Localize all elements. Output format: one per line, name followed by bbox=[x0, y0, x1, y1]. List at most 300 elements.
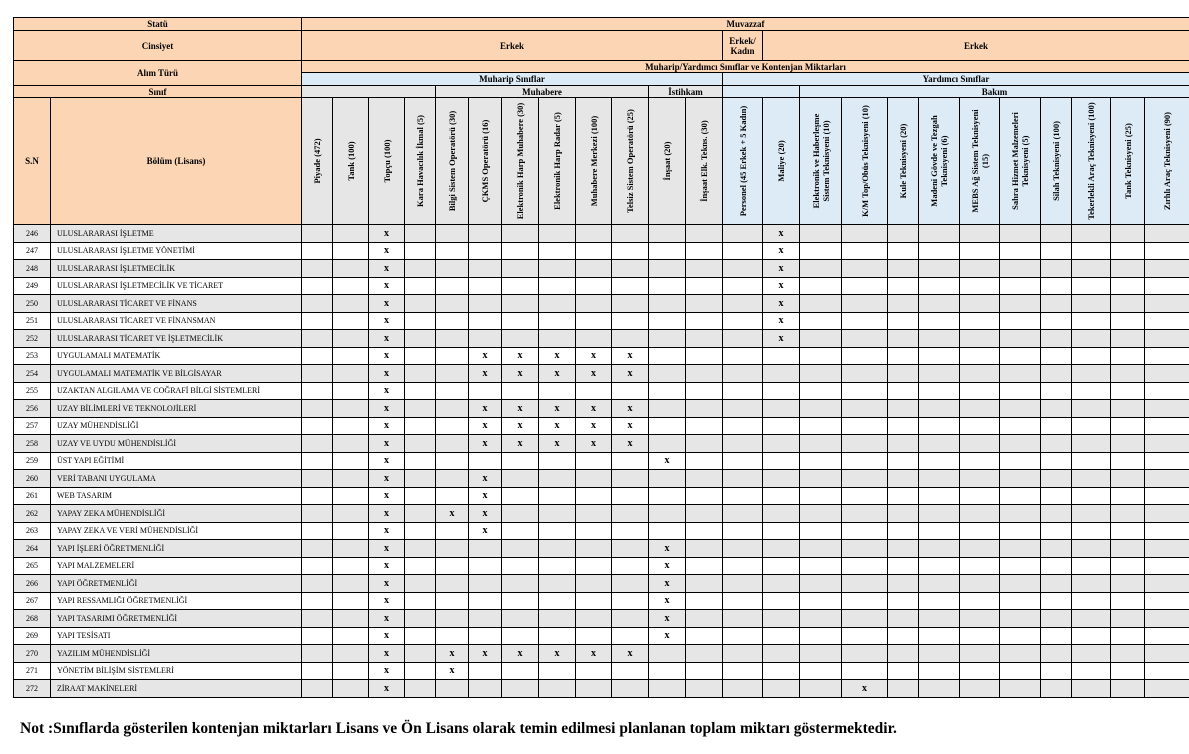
eligibility-mark: x bbox=[649, 557, 686, 575]
column-header-5 bbox=[436, 98, 469, 225]
empty-cell bbox=[333, 505, 369, 523]
empty-cell bbox=[686, 592, 723, 610]
empty-cell bbox=[1145, 557, 1189, 575]
row-sn: 265 bbox=[14, 557, 51, 575]
empty-cell bbox=[1111, 470, 1145, 488]
empty-cell bbox=[333, 382, 369, 400]
empty-cell bbox=[649, 522, 686, 540]
empty-cell bbox=[302, 487, 333, 505]
table-row bbox=[14, 242, 1189, 260]
empty-cell bbox=[1041, 575, 1072, 593]
empty-cell bbox=[1000, 645, 1041, 663]
empty-cell bbox=[1072, 330, 1111, 348]
empty-cell bbox=[1072, 645, 1111, 663]
quota-table bbox=[13, 17, 1189, 698]
empty-cell bbox=[576, 627, 612, 645]
empty-cell bbox=[763, 540, 800, 558]
row-department: UZAY BİLİMLERİ VE TEKNOLOJİLERİ bbox=[51, 400, 302, 418]
row-sn: 264 bbox=[14, 540, 51, 558]
empty-cell bbox=[405, 295, 436, 313]
empty-cell bbox=[1041, 645, 1072, 663]
empty-cell bbox=[649, 417, 686, 435]
empty-cell bbox=[888, 505, 919, 523]
istihkam-group: İstihkam bbox=[649, 86, 723, 98]
empty-cell bbox=[649, 242, 686, 260]
empty-cell bbox=[919, 662, 960, 680]
empty-cell bbox=[333, 277, 369, 295]
sinif-label: Sınıf bbox=[14, 86, 302, 98]
empty-cell bbox=[888, 610, 919, 628]
empty-cell bbox=[1000, 680, 1041, 698]
empty-cell bbox=[405, 680, 436, 698]
empty-cell bbox=[723, 505, 763, 523]
empty-cell bbox=[436, 487, 469, 505]
empty-cell bbox=[888, 277, 919, 295]
empty-cell bbox=[333, 645, 369, 663]
table-row bbox=[14, 435, 1189, 453]
empty-cell bbox=[1072, 470, 1111, 488]
empty-cell bbox=[1111, 592, 1145, 610]
row-sn: 254 bbox=[14, 365, 51, 383]
empty-cell bbox=[1072, 575, 1111, 593]
eligibility-mark: x bbox=[576, 645, 612, 663]
empty-cell bbox=[649, 382, 686, 400]
empty-cell bbox=[302, 645, 333, 663]
empty-cell bbox=[302, 627, 333, 645]
empty-cell bbox=[800, 575, 842, 593]
empty-cell bbox=[1072, 540, 1111, 558]
empty-cell bbox=[919, 400, 960, 418]
empty-cell bbox=[888, 487, 919, 505]
empty-cell bbox=[1111, 382, 1145, 400]
empty-cell bbox=[333, 330, 369, 348]
empty-cell bbox=[842, 627, 888, 645]
empty-cell bbox=[333, 365, 369, 383]
empty-cell bbox=[469, 225, 502, 243]
table-row bbox=[14, 225, 1189, 243]
row-sn: 270 bbox=[14, 645, 51, 663]
column-header-21 bbox=[1041, 98, 1072, 225]
empty-cell bbox=[436, 470, 469, 488]
table-row bbox=[14, 382, 1189, 400]
eligibility-mark: x bbox=[502, 417, 539, 435]
empty-cell bbox=[842, 417, 888, 435]
empty-cell bbox=[1145, 505, 1189, 523]
empty-cell bbox=[436, 260, 469, 278]
empty-cell bbox=[1041, 330, 1072, 348]
row-department: YAPAY ZEKA MÜHENDİSLİĞİ bbox=[51, 505, 302, 523]
empty-cell bbox=[302, 592, 333, 610]
empty-cell bbox=[649, 295, 686, 313]
eligibility-mark: x bbox=[369, 400, 405, 418]
empty-cell bbox=[436, 312, 469, 330]
empty-cell bbox=[800, 417, 842, 435]
empty-cell bbox=[1041, 680, 1072, 698]
empty-cell bbox=[405, 242, 436, 260]
empty-cell bbox=[502, 330, 539, 348]
empty-cell bbox=[302, 242, 333, 260]
row-department: UYGULAMALI MATEMATİK VE BİLGİSAYAR bbox=[51, 365, 302, 383]
empty-cell bbox=[405, 540, 436, 558]
empty-cell bbox=[723, 242, 763, 260]
empty-cell bbox=[960, 312, 1000, 330]
empty-cell bbox=[539, 540, 576, 558]
empty-cell bbox=[405, 400, 436, 418]
empty-cell bbox=[888, 312, 919, 330]
column-header-13 bbox=[723, 98, 763, 225]
empty-cell bbox=[686, 522, 723, 540]
eligibility-mark: x bbox=[649, 452, 686, 470]
empty-cell bbox=[960, 575, 1000, 593]
empty-cell bbox=[960, 557, 1000, 575]
empty-cell bbox=[1145, 662, 1189, 680]
empty-cell bbox=[686, 225, 723, 243]
empty-cell bbox=[612, 452, 649, 470]
eligibility-mark: x bbox=[469, 522, 502, 540]
empty-cell bbox=[960, 680, 1000, 698]
empty-cell bbox=[960, 435, 1000, 453]
column-header-18 bbox=[919, 98, 960, 225]
empty-cell bbox=[800, 680, 842, 698]
empty-cell bbox=[919, 452, 960, 470]
eligibility-mark: x bbox=[369, 557, 405, 575]
table-row bbox=[14, 575, 1189, 593]
eligibility-mark: x bbox=[369, 522, 405, 540]
empty-cell bbox=[436, 435, 469, 453]
empty-cell bbox=[888, 330, 919, 348]
empty-cell bbox=[405, 347, 436, 365]
row-sn: 255 bbox=[14, 382, 51, 400]
empty-cell bbox=[302, 400, 333, 418]
empty-cell bbox=[502, 382, 539, 400]
empty-cell bbox=[612, 312, 649, 330]
empty-cell bbox=[539, 260, 576, 278]
empty-cell bbox=[1145, 330, 1189, 348]
column-header-label: Tank Teknisyeni (25) bbox=[1122, 123, 1133, 199]
column-header-label: İnşaat (20) bbox=[662, 141, 673, 181]
empty-cell bbox=[1145, 575, 1189, 593]
row-department: ULUSLARARASI TİCARET VE FİNANSMAN bbox=[51, 312, 302, 330]
table-row bbox=[14, 347, 1189, 365]
empty-cell bbox=[1000, 470, 1041, 488]
eligibility-mark: x bbox=[612, 645, 649, 663]
empty-cell bbox=[960, 662, 1000, 680]
eligibility-mark: x bbox=[576, 400, 612, 418]
eligibility-mark: x bbox=[502, 365, 539, 383]
empty-cell bbox=[612, 662, 649, 680]
empty-cell bbox=[800, 627, 842, 645]
row-sn: 260 bbox=[14, 470, 51, 488]
empty-cell bbox=[919, 470, 960, 488]
table-row bbox=[14, 365, 1189, 383]
row-sn: 272 bbox=[14, 680, 51, 698]
empty-cell bbox=[1000, 347, 1041, 365]
empty-cell bbox=[436, 610, 469, 628]
empty-cell bbox=[1041, 365, 1072, 383]
empty-cell bbox=[1072, 417, 1111, 435]
muharip-subgroup-blank bbox=[302, 86, 436, 98]
empty-cell bbox=[436, 417, 469, 435]
empty-cell bbox=[502, 225, 539, 243]
eligibility-mark: x bbox=[469, 347, 502, 365]
empty-cell bbox=[333, 225, 369, 243]
empty-cell bbox=[800, 505, 842, 523]
empty-cell bbox=[649, 365, 686, 383]
column-header-16 bbox=[842, 98, 888, 225]
empty-cell bbox=[612, 522, 649, 540]
row-department: ÜST YAPI EĞİTİMİ bbox=[51, 452, 302, 470]
empty-cell bbox=[1072, 295, 1111, 313]
eligibility-mark: x bbox=[369, 417, 405, 435]
empty-cell bbox=[576, 225, 612, 243]
empty-cell bbox=[1072, 260, 1111, 278]
empty-cell bbox=[302, 347, 333, 365]
column-header-22 bbox=[1072, 98, 1111, 225]
eligibility-mark: x bbox=[502, 347, 539, 365]
empty-cell bbox=[576, 557, 612, 575]
empty-cell bbox=[469, 540, 502, 558]
empty-cell bbox=[405, 645, 436, 663]
row-sn: 262 bbox=[14, 505, 51, 523]
empty-cell bbox=[723, 522, 763, 540]
empty-cell bbox=[1111, 347, 1145, 365]
eligibility-mark: x bbox=[502, 400, 539, 418]
empty-cell bbox=[302, 540, 333, 558]
empty-cell bbox=[502, 575, 539, 593]
empty-cell bbox=[469, 592, 502, 610]
empty-cell bbox=[1041, 592, 1072, 610]
alim-turu-value: Muharip/Yardımcı Sınıflar ve Kontenjan Miktarları bbox=[302, 61, 1189, 73]
empty-cell bbox=[800, 662, 842, 680]
empty-cell bbox=[469, 627, 502, 645]
empty-cell bbox=[960, 610, 1000, 628]
empty-cell bbox=[649, 277, 686, 295]
footnote: Not :Sınıflarda gösterilen kontenjan miktarları Lisans ve Ön Lisans olarak temin edilmesi planlanan toplam miktarı göstermektedir. bbox=[20, 720, 897, 737]
table-row bbox=[14, 417, 1189, 435]
empty-cell bbox=[333, 487, 369, 505]
empty-cell bbox=[960, 382, 1000, 400]
empty-cell bbox=[302, 575, 333, 593]
empty-cell bbox=[686, 627, 723, 645]
row-department: YÖNETİM BİLİŞİM SİSTEMLERİ bbox=[51, 662, 302, 680]
empty-cell bbox=[1041, 400, 1072, 418]
empty-cell bbox=[1145, 680, 1189, 698]
empty-cell bbox=[1111, 417, 1145, 435]
row-department: ULUSLARARASI İŞLETME YÖNETİMİ bbox=[51, 242, 302, 260]
empty-cell bbox=[960, 260, 1000, 278]
empty-cell bbox=[1000, 592, 1041, 610]
empty-cell bbox=[1111, 312, 1145, 330]
empty-cell bbox=[302, 610, 333, 628]
empty-cell bbox=[919, 592, 960, 610]
empty-cell bbox=[405, 330, 436, 348]
empty-cell bbox=[405, 312, 436, 330]
column-header-label: Kule Teknisyeni (20) bbox=[898, 123, 909, 199]
empty-cell bbox=[405, 487, 436, 505]
empty-cell bbox=[919, 557, 960, 575]
row-sn: 263 bbox=[14, 522, 51, 540]
empty-cell bbox=[1041, 225, 1072, 243]
empty-cell bbox=[763, 680, 800, 698]
empty-cell bbox=[800, 347, 842, 365]
empty-cell bbox=[763, 400, 800, 418]
empty-cell bbox=[1111, 277, 1145, 295]
empty-cell bbox=[1145, 225, 1189, 243]
empty-cell bbox=[1111, 242, 1145, 260]
empty-cell bbox=[502, 662, 539, 680]
empty-cell bbox=[800, 557, 842, 575]
empty-cell bbox=[1145, 400, 1189, 418]
empty-cell bbox=[1111, 662, 1145, 680]
empty-cell bbox=[800, 470, 842, 488]
empty-cell bbox=[333, 470, 369, 488]
empty-cell bbox=[723, 627, 763, 645]
eligibility-mark: x bbox=[369, 435, 405, 453]
table-row bbox=[14, 295, 1189, 313]
empty-cell bbox=[1111, 575, 1145, 593]
eligibility-mark: x bbox=[369, 225, 405, 243]
empty-cell bbox=[723, 575, 763, 593]
row-sn: 246 bbox=[14, 225, 51, 243]
empty-cell bbox=[1041, 382, 1072, 400]
empty-cell bbox=[919, 330, 960, 348]
column-header-4 bbox=[405, 98, 436, 225]
empty-cell bbox=[800, 610, 842, 628]
empty-cell bbox=[686, 540, 723, 558]
empty-cell bbox=[649, 505, 686, 523]
empty-cell bbox=[800, 277, 842, 295]
empty-cell bbox=[1111, 452, 1145, 470]
column-header-19 bbox=[960, 98, 1000, 225]
eligibility-mark: x bbox=[469, 417, 502, 435]
empty-cell bbox=[436, 347, 469, 365]
empty-cell bbox=[502, 260, 539, 278]
empty-cell bbox=[1072, 435, 1111, 453]
row-sn: 248 bbox=[14, 260, 51, 278]
empty-cell bbox=[1145, 522, 1189, 540]
row-department: YAPI ÖĞRETMENLİĞİ bbox=[51, 575, 302, 593]
empty-cell bbox=[469, 260, 502, 278]
empty-cell bbox=[333, 575, 369, 593]
eligibility-mark: x bbox=[469, 645, 502, 663]
eligibility-mark: x bbox=[649, 575, 686, 593]
empty-cell bbox=[686, 417, 723, 435]
empty-cell bbox=[1111, 330, 1145, 348]
empty-cell bbox=[960, 627, 1000, 645]
empty-cell bbox=[763, 575, 800, 593]
empty-cell bbox=[723, 277, 763, 295]
empty-cell bbox=[1041, 242, 1072, 260]
empty-cell bbox=[1000, 400, 1041, 418]
empty-cell bbox=[612, 575, 649, 593]
empty-cell bbox=[888, 680, 919, 698]
empty-cell bbox=[842, 277, 888, 295]
empty-cell bbox=[888, 400, 919, 418]
table-row bbox=[14, 557, 1189, 575]
empty-cell bbox=[919, 522, 960, 540]
empty-cell bbox=[502, 610, 539, 628]
eligibility-mark: x bbox=[612, 435, 649, 453]
column-header-label: MEBS Ağ Sistem Teknisyeni (15) bbox=[969, 109, 990, 213]
empty-cell bbox=[919, 435, 960, 453]
empty-cell bbox=[1145, 470, 1189, 488]
empty-cell bbox=[1111, 260, 1145, 278]
empty-cell bbox=[842, 365, 888, 383]
table-row bbox=[14, 610, 1189, 628]
row-department: YAZILIM MÜHENDİSLİĞİ bbox=[51, 645, 302, 663]
empty-cell bbox=[763, 645, 800, 663]
column-header-7 bbox=[502, 98, 539, 225]
empty-cell bbox=[919, 365, 960, 383]
table-body bbox=[14, 225, 1189, 698]
empty-cell bbox=[576, 330, 612, 348]
empty-cell bbox=[502, 470, 539, 488]
empty-cell bbox=[405, 277, 436, 295]
eligibility-mark: x bbox=[436, 662, 469, 680]
eligibility-mark: x bbox=[469, 365, 502, 383]
gender-erkek-kadin: Erkek/ Kadın bbox=[723, 31, 763, 61]
eligibility-mark: x bbox=[502, 645, 539, 663]
empty-cell bbox=[1111, 627, 1145, 645]
empty-cell bbox=[405, 575, 436, 593]
empty-cell bbox=[612, 242, 649, 260]
empty-cell bbox=[723, 487, 763, 505]
empty-cell bbox=[888, 522, 919, 540]
column-header-label: Topçu (100) bbox=[381, 139, 392, 183]
eligibility-mark: x bbox=[539, 435, 576, 453]
empty-cell bbox=[960, 347, 1000, 365]
table-row bbox=[14, 505, 1189, 523]
empty-cell bbox=[539, 680, 576, 698]
empty-cell bbox=[763, 610, 800, 628]
empty-cell bbox=[405, 225, 436, 243]
row-department: ULUSLARARASI İŞLETMECİLİK VE TİCARET bbox=[51, 277, 302, 295]
empty-cell bbox=[576, 505, 612, 523]
eligibility-mark: x bbox=[539, 400, 576, 418]
eligibility-mark: x bbox=[369, 312, 405, 330]
table-row bbox=[14, 487, 1189, 505]
empty-cell bbox=[333, 295, 369, 313]
empty-cell bbox=[763, 347, 800, 365]
empty-cell bbox=[723, 382, 763, 400]
empty-cell bbox=[436, 540, 469, 558]
empty-cell bbox=[888, 260, 919, 278]
empty-cell bbox=[612, 627, 649, 645]
row-sn: 259 bbox=[14, 452, 51, 470]
empty-cell bbox=[469, 662, 502, 680]
empty-cell bbox=[436, 225, 469, 243]
empty-cell bbox=[800, 242, 842, 260]
column-header-8 bbox=[539, 98, 576, 225]
empty-cell bbox=[842, 592, 888, 610]
column-header-17 bbox=[888, 98, 919, 225]
empty-cell bbox=[649, 470, 686, 488]
empty-cell bbox=[649, 645, 686, 663]
empty-cell bbox=[436, 277, 469, 295]
empty-cell bbox=[436, 627, 469, 645]
eligibility-mark: x bbox=[539, 365, 576, 383]
row-department: ZİRAAT MAKİNELERİ bbox=[51, 680, 302, 698]
empty-cell bbox=[723, 470, 763, 488]
column-header-1 bbox=[302, 98, 333, 225]
statu-label: Statü bbox=[14, 18, 302, 31]
empty-cell bbox=[469, 452, 502, 470]
empty-cell bbox=[436, 522, 469, 540]
empty-cell bbox=[960, 417, 1000, 435]
empty-cell bbox=[576, 260, 612, 278]
empty-cell bbox=[539, 487, 576, 505]
empty-cell bbox=[888, 382, 919, 400]
